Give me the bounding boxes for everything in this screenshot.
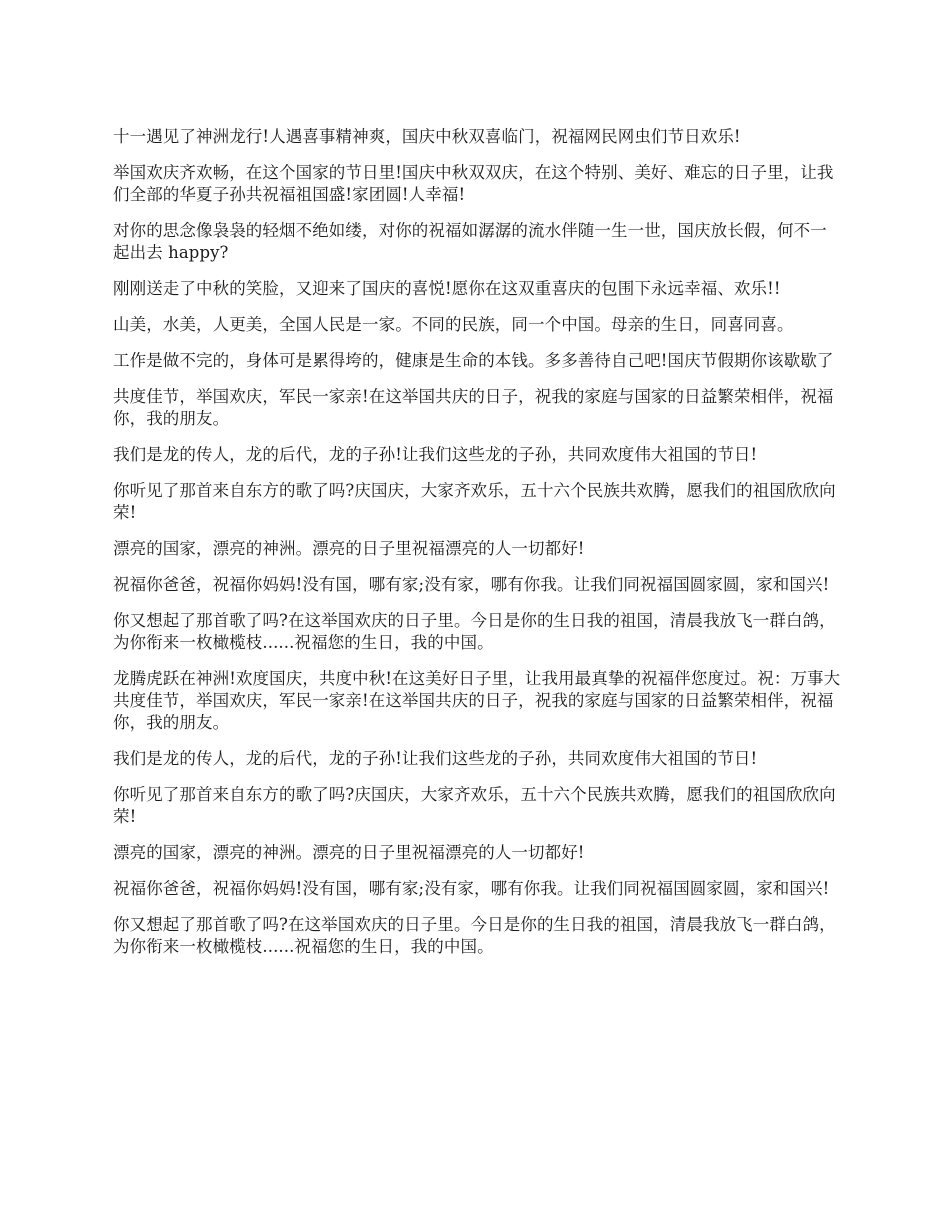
paragraph: 你听见了那首来自东方的歌了吗?庆国庆，大家齐欢乐，五十六个民族共欢腾，愿我们的祖国欣欣向荣! [113,481,836,522]
paragraph: 对你的思念像袅袅的轻烟不绝如缕，对你的祝福如潺潺的流水伴随一生一世，国庆放长假，何不一起出去 happy? [113,221,827,262]
paragraph: 漂亮的国家，漂亮的神洲。漂亮的日子里祝福漂亮的人一切都好! [113,539,585,558]
paragraph: 祝福你爸爸，祝福你妈妈!没有国，哪有家;没有家，哪有你我。让我们同祝福国圆家圆，家和国兴! [113,879,830,898]
paragraph: 我们是龙的传人，龙的后代，龙的子孙!让我们这些龙的子孙，共同欢度伟大祖国的节日! [113,445,758,464]
paragraph: 漂亮的国家，漂亮的神洲。漂亮的日子里祝福漂亮的人一切都好! [113,843,585,862]
document-body [113,126,843,972]
paragraph: 祝福你爸爸，祝福你妈妈!没有国，哪有家;没有家，哪有你我。让我们同祝福国圆家圆，家和国兴! [113,575,830,594]
paragraph: 你又想起了那首歌了吗?在这举国欢庆的日子里。今日是你的生日我的祖国，清晨我放飞一群白鸽，为你衔来一枚橄榄枝......祝福您的生日，我的中国。 [113,915,836,956]
paragraph: 举国欢庆齐欢畅，在这个国家的节日里!国庆中秋双双庆，在这个特别、美好、难忘的日子里，让我们全部的华夏子孙共祝福祖国盛!家团圆!人幸福! [113,163,834,204]
paragraph: 你又想起了那首歌了吗?在这举国欢庆的日子里。今日是你的生日我的祖国，清晨我放飞一群白鸽，为你衔来一枚橄榄枝......祝福您的生日，我的中国。 [113,611,836,652]
paragraph: 龙腾虎跃在神洲!欢度国庆，共度中秋!在这美好日子里，让我用最真挚的祝福伴您度过。祝：万事大共度佳节，举国欢庆，军民一家亲!在这举国共庆的日子，祝我的家庭与国家的日益繁荣相伴，祝福你，我的朋友。 [113,669,841,732]
paragraph: 山美，水美，人更美，全国人民是一家。不同的民族，同一个中国。母亲的生日，同喜同喜。 [113,315,794,334]
paragraph: 你听见了那首来自东方的歌了吗?庆国庆，大家齐欢乐，五十六个民族共欢腾，愿我们的祖国欣欣向荣! [113,785,836,826]
paragraph: 十一遇见了神洲龙行!人遇喜事精神爽，国庆中秋双喜临门，祝福网民网虫们节日欢乐! [113,127,741,146]
paragraph: 我们是龙的传人，龙的后代，龙的子孙!让我们这些龙的子孙，共同欢度伟大祖国的节日! [113,749,758,768]
paragraph: 工作是做不完的，身体可是累得垮的，健康是生命的本钱。多多善待自己吧!国庆节假期你该歇歇了 [113,351,834,370]
paragraph: 刚刚送走了中秋的笑脸，又迎来了国庆的喜悦!愿你在这双重喜庆的包围下永远幸福、欢乐!! [113,279,781,298]
paragraph: 共度佳节，举国欢庆，军民一家亲!在这举国共庆的日子，祝我的家庭与国家的日益繁荣相伴，祝福你，我的朋友。 [113,387,834,428]
